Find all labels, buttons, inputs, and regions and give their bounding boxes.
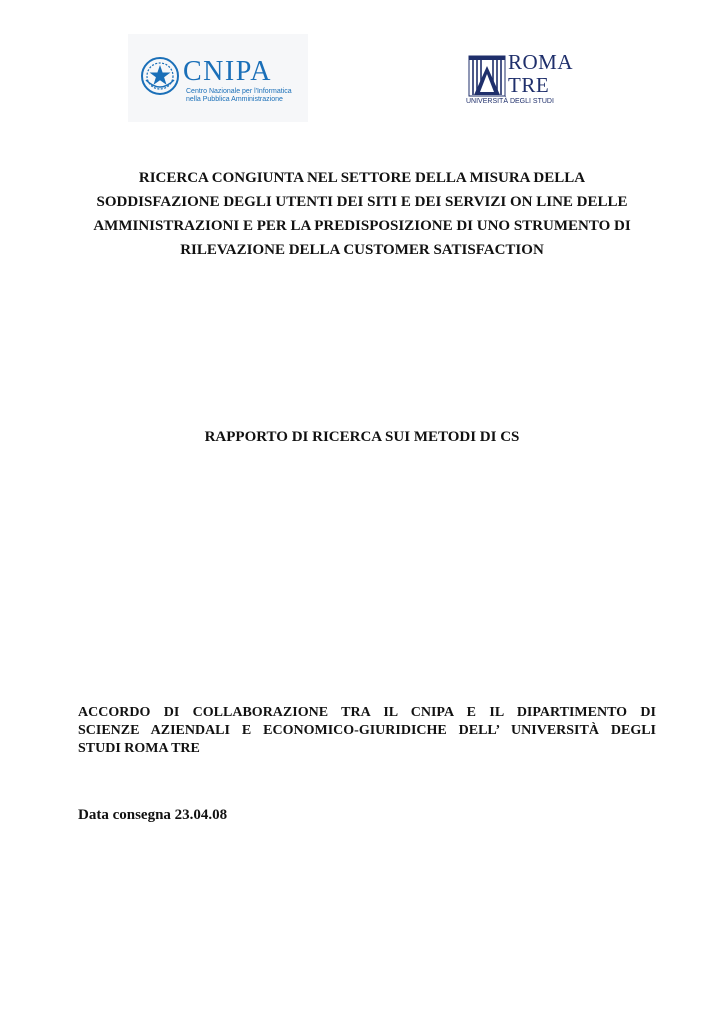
cnipa-subtitle-line-1: Centro Nazionale per l'Informatica	[186, 88, 292, 95]
cnipa-subtitle	[186, 88, 292, 104]
main-title-line-1: RICERCA CONGIUNTA NEL SETTORE DELLA MISURA DELLA	[138, 170, 586, 186]
roma-tre-emblem-icon	[466, 54, 508, 98]
main-title-line-3: AMMINISTRAZIONI E PER LA PREDISPOSIZIONE DI UNO STRUMENTO DI	[93, 218, 631, 234]
cnipa-logo	[128, 34, 308, 122]
roma-tre-word-tre: TRE	[508, 73, 550, 97]
main-title-line-2: SODDISFAZIONE DEGLI UTENTI DEI SITI E DEI SERVIZI ON LINE DELLE	[96, 194, 628, 210]
main-title-line-4: RILEVAZIONE DELLA CUSTOMER SATISFACTION	[180, 242, 544, 258]
roma-tre-word-roma: ROMA	[508, 50, 574, 74]
agreement-line-2: SCIENZE AZIENDALI E ECONOMICO-GIURIDICHE DELL’ UNIVERSITÀ DEGLI	[78, 723, 656, 738]
roma-tre-logo	[466, 50, 574, 108]
cnipa-subtitle-line-2: nella Pubblica Amministrazione	[186, 96, 283, 103]
agreement-line-1: ACCORDO DI COLLABORAZIONE TRA IL CNIPA E IL DIPARTIMENTO DI	[78, 705, 656, 720]
delivery-date: Data consegna 23.04.08	[78, 807, 228, 823]
document-main-title	[60, 166, 664, 262]
agreement-line-3: STUDI ROMA TRE	[78, 741, 200, 756]
cnipa-wordmark: CNIPA	[183, 56, 272, 87]
roma-tre-subtitle: UNIVERSITÀ DEGLI STUDI	[466, 98, 554, 105]
report-title: RAPPORTO DI RICERCA SUI METODI DI CS	[204, 429, 520, 445]
agreement-statement	[78, 704, 656, 758]
italian-emblem-icon	[140, 56, 180, 96]
